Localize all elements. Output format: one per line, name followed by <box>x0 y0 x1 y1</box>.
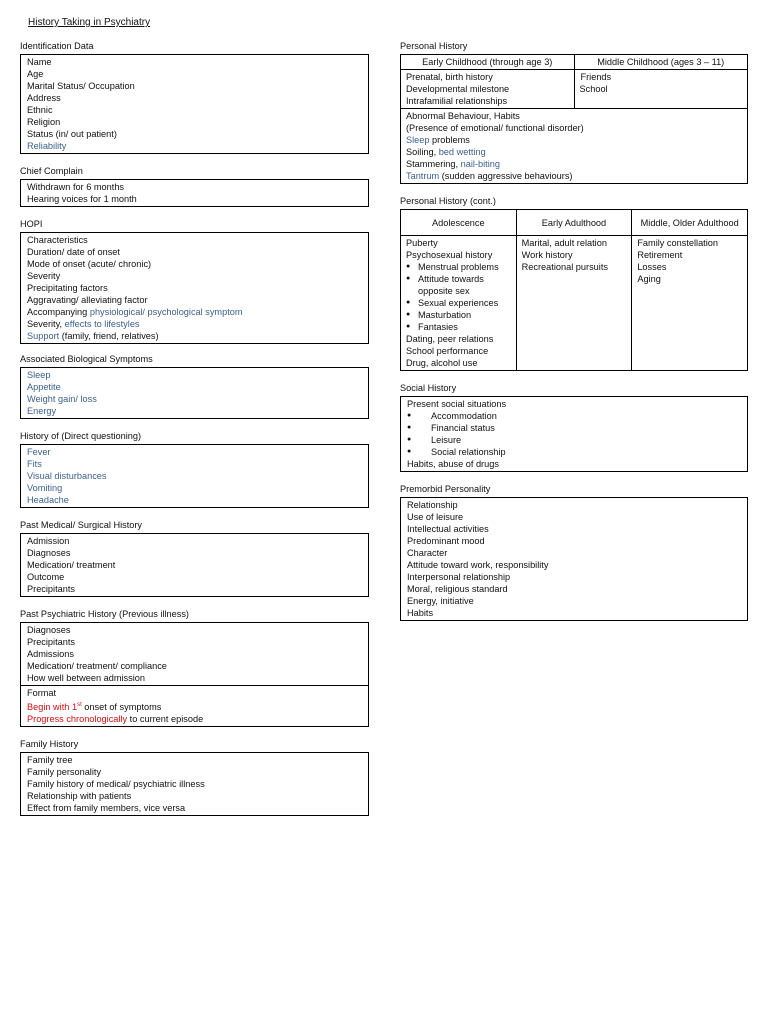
list-item: (Presence of emotional/ functional disorder) <box>406 123 584 133</box>
table-header: Adolescence <box>401 210 517 236</box>
list-item: Retirement <box>637 250 683 260</box>
social-history-box <box>400 396 748 472</box>
list-item: ● Social relationship <box>407 446 741 458</box>
social-history-section <box>400 383 748 472</box>
biological-box <box>20 367 369 419</box>
bullet-list <box>407 410 741 458</box>
list-item: Diagnoses <box>27 548 71 558</box>
table-cell <box>401 109 748 184</box>
list-item: Use of leisure <box>407 512 464 522</box>
list-item: Mode of onset (acute/ chronic) <box>27 259 152 269</box>
list-item <box>406 158 742 170</box>
text: Soiling, <box>406 147 439 157</box>
list-item: School performance <box>406 346 489 356</box>
list-item <box>406 146 742 158</box>
list-item: Outcome <box>27 572 65 582</box>
list-item <box>27 318 362 330</box>
table-cell <box>516 236 632 371</box>
list-item <box>27 699 362 713</box>
list-item: ● Financial status <box>407 422 741 434</box>
list-item: Address <box>27 93 61 103</box>
list-item: Visual disturbances <box>27 471 107 481</box>
bullet-list <box>406 261 511 333</box>
table-header: Middle Childhood (ages 3 – 11) <box>574 55 748 70</box>
text: Severity, <box>27 319 65 329</box>
list-item: Hearing voices for 1 month <box>27 194 137 204</box>
list-item: Status (in/ out patient) <box>27 129 117 139</box>
list-item: Developmental milestone <box>406 84 510 94</box>
list-item: Admission <box>27 536 70 546</box>
list-item: Losses <box>637 262 667 272</box>
family-history-box <box>20 752 369 816</box>
hopi-box <box>20 232 369 344</box>
list-item: Precipitants <box>27 584 76 594</box>
list-item: How well between admission <box>27 673 145 683</box>
list-item: ● Leisure <box>407 434 741 446</box>
list-item: Dating, peer relations <box>406 334 494 344</box>
list-item: Duration/ date of onset <box>27 247 120 257</box>
premorbid-section <box>400 484 748 621</box>
list-item: Psychosexual history <box>406 250 493 260</box>
list-item: Precipitants <box>27 637 76 647</box>
identification-title: Identification Data <box>20 41 94 51</box>
highlight-text: Sleep <box>406 135 430 145</box>
list-item: Friends <box>580 72 612 82</box>
list-item: Marital Status/ Occupation <box>27 81 135 91</box>
chief-complain-title: Chief Complain <box>20 166 83 176</box>
personal-history-cont-table <box>400 209 748 371</box>
list-item: Family history of medical/ psychiatric illness <box>27 779 205 790</box>
list-item: Relationship with patients <box>27 791 132 802</box>
superscript: st <box>77 702 82 708</box>
text: to current episode <box>127 714 204 725</box>
hopi-title: HOPI <box>20 219 43 229</box>
list-item: Age <box>27 69 44 79</box>
text: onset of symptoms <box>81 702 162 713</box>
list-item: Family tree <box>27 755 73 766</box>
list-item: Medication/ treatment <box>27 560 116 570</box>
list-item <box>27 306 362 318</box>
list-item: Abnormal Behaviour, Habits <box>406 111 520 121</box>
table-header: Early Childhood (through age 3) <box>401 55 575 70</box>
list-item: Headache <box>27 495 69 505</box>
list-item: Present social situations <box>407 399 507 409</box>
list-item: Attitude toward work, responsibility <box>407 560 549 570</box>
past-psychiatric-box <box>20 622 369 727</box>
list-item: Weight gain/ loss <box>27 394 97 404</box>
text: Stammering, <box>406 159 461 169</box>
list-item: Precipitating factors <box>27 283 108 293</box>
table-cell <box>401 70 575 109</box>
list-item: Reliability <box>27 141 67 151</box>
past-medical-section <box>20 520 369 597</box>
premorbid-title: Premorbid Personality <box>400 484 491 494</box>
past-medical-box <box>20 533 369 597</box>
text: Accompanying <box>27 307 90 317</box>
list-item: ● Masturbation <box>406 309 511 321</box>
list-item: Intrafamilial relationships <box>406 96 508 106</box>
text: problems <box>429 135 470 145</box>
identification-box <box>20 54 369 154</box>
past-psychiatric-section <box>20 609 369 727</box>
list-item: Relationship <box>407 500 458 510</box>
table-header: Middle, Older Adulthood <box>632 210 748 236</box>
table-cell <box>632 236 748 371</box>
list-item: Sleep <box>27 370 51 380</box>
list-item: Name <box>27 57 52 67</box>
format-label: Format <box>27 688 57 698</box>
list-item: Interpersonal relationship <box>407 572 511 582</box>
list-item <box>27 713 362 725</box>
social-history-title: Social History <box>400 383 457 393</box>
direct-questioning-title: History of (Direct questioning) <box>20 431 142 441</box>
biological-section <box>20 354 369 419</box>
list-item: Habits, abuse of drugs <box>407 459 499 469</box>
identification-section <box>20 41 369 154</box>
personal-history-table <box>400 54 748 184</box>
list-item: Marital, adult relation <box>521 238 607 248</box>
format-segment <box>21 685 368 726</box>
list-item <box>27 330 362 342</box>
highlight-text: effects to lifestyles <box>64 319 140 329</box>
text: (family, friend, relatives) <box>59 331 159 341</box>
page-title: History Taking in Psychiatry <box>28 17 151 28</box>
list-item: Aggravating/ alleviating factor <box>27 295 148 305</box>
text: (sudden aggressive behaviours) <box>439 171 573 181</box>
list-item: Fits <box>27 459 42 469</box>
list-item: Ethnic <box>27 105 53 115</box>
list-item: Moral, religious standard <box>407 584 508 594</box>
list-item <box>406 134 742 146</box>
list-item: Admissions <box>27 649 74 659</box>
highlight-text: physiological/ psychological symptom <box>89 307 243 317</box>
list-item: Religion <box>27 117 61 127</box>
chief-complain-box <box>20 179 369 207</box>
highlight-text: nail-biting <box>460 159 500 169</box>
list-item: Energy <box>27 406 57 416</box>
direct-questioning-section <box>20 431 369 508</box>
list-item: ● Fantasies <box>406 321 511 333</box>
list-item: Drug, alcohol use <box>406 358 478 368</box>
highlight-text: Progress chronologically <box>27 714 128 725</box>
list-item: Effect from family members, vice versa <box>27 803 186 814</box>
list-item: Intellectual activities <box>407 524 489 534</box>
list-item: Energy, initiative <box>407 596 474 606</box>
highlight-text: Support <box>27 331 60 341</box>
family-history-title: Family History <box>20 739 79 750</box>
highlight-text: Begin with 1 <box>27 702 78 713</box>
family-history-section <box>20 739 369 816</box>
list-item: Diagnoses <box>27 625 71 635</box>
table-header: Early Adulthood <box>516 210 632 236</box>
highlight-text: bed wetting <box>438 147 486 157</box>
list-item: Predominant mood <box>407 536 485 546</box>
list-item: ● Menstrual problems <box>406 261 511 273</box>
highlight-text: Tantrum <box>406 171 440 181</box>
list-item: Fever <box>27 447 51 457</box>
past-psychiatric-title: Past Psychiatric History (Previous illness) <box>20 609 189 619</box>
list-item: Severity <box>27 271 61 281</box>
list-item: Characteristics <box>27 235 88 245</box>
list-item: Recreational pursuits <box>521 262 608 272</box>
chief-complain-section <box>20 166 369 207</box>
direct-questioning-box <box>20 444 369 508</box>
list-item: Work history <box>521 250 573 260</box>
table-cell <box>574 70 748 109</box>
list-item: Prenatal, birth history <box>406 72 493 82</box>
list-item: Vomiting <box>27 483 63 493</box>
list-item: ● Sexual experiences <box>406 297 511 309</box>
list-item: School <box>579 84 608 94</box>
past-psychiatric-items <box>21 623 368 685</box>
personal-history-cont-section <box>400 196 748 371</box>
list-item: Withdrawn for 6 months <box>27 182 125 192</box>
list-item: Puberty <box>406 238 438 248</box>
list-item: ● Accommodation <box>407 410 741 422</box>
hopi-section <box>20 219 369 344</box>
personal-history-section <box>400 41 748 184</box>
list-item: Habits <box>407 608 434 618</box>
table-cell <box>401 236 517 371</box>
list-item: Appetite <box>27 382 61 392</box>
list-item: Medication/ treatment/ compliance <box>27 661 167 671</box>
past-medical-title: Past Medical/ Surgical History <box>20 520 143 530</box>
list-item: Aging <box>637 274 661 284</box>
list-item: ● Attitude towards opposite sex <box>406 273 511 297</box>
list-item: Family personality <box>27 767 102 778</box>
biological-title: Associated Biological Symptoms <box>20 354 153 364</box>
premorbid-box <box>400 497 748 621</box>
list-item <box>406 170 742 182</box>
list-item: Family constellation <box>637 238 718 248</box>
personal-history-cont-title: Personal History (cont.) <box>400 196 496 206</box>
list-item: Character <box>407 548 448 558</box>
personal-history-title: Personal History <box>400 41 468 51</box>
